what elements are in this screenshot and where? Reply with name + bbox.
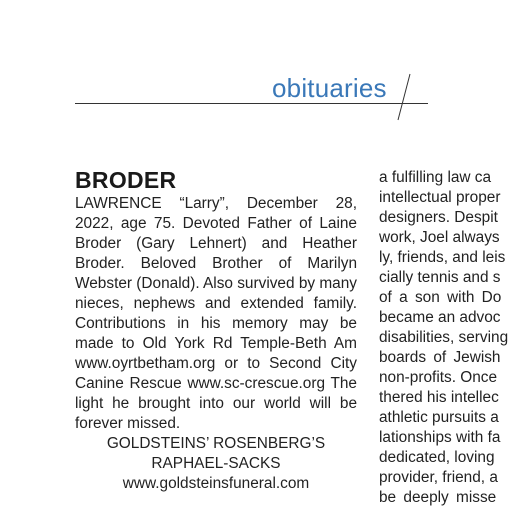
funeral-home-name-line-2: RAPHAEL-SACKS (151, 455, 281, 472)
section-title: obituaries (272, 73, 387, 103)
column-line: of a son with Do (379, 289, 502, 306)
obituary-body-text: LAWRENCE “Larry”, December 28, 2022, age 75. Devoted Father of Laine Broder (Gary Lehnert) and Heather Broder. Beloved Brother of Marilyn Webster (Donald). Also survived by many nieces, nephews and extended family. Contributions in his memory may be made to Old York Rd Temple-Beth Am www.oyrtbetham.org or to Second City Canine Rescue www.sc-crescue.org The light he brought into our world will be forever missed. (75, 195, 357, 432)
column-line: thered his intellec (379, 389, 499, 406)
column-line: cially tennis and s (379, 269, 501, 286)
funeral-home-credit (75, 434, 357, 494)
section-header (0, 0, 512, 130)
column-line: provider, friend, a (379, 469, 498, 486)
column-line: designers. Despit (379, 209, 498, 226)
column-line: be deeply misse (379, 489, 497, 506)
funeral-home-name-line-1: GOLDSTEINS’ ROSENBERG’S (106, 435, 326, 452)
column-line: a fulfilling law ca (379, 169, 492, 186)
header-slash-mark (398, 74, 410, 120)
column-line: boards of Jewish (379, 349, 501, 366)
obituary-entry (75, 166, 357, 494)
funeral-home-url: www.goldsteinsfuneral.com (122, 475, 310, 492)
column-line: lationships with fa (379, 429, 501, 446)
obituary-surname: BRODER (75, 167, 177, 193)
column-line: work, Joel always (379, 229, 500, 246)
adjacent-obituary-column (379, 168, 512, 512)
column-line: intellectual proper (379, 189, 501, 206)
column-line: athletic pursuits a (379, 409, 499, 426)
column-line: became an advoc (379, 309, 501, 326)
column-line: dedicated, loving (379, 449, 495, 466)
column-line: disabilities, serving (379, 329, 509, 346)
column-line: non-profits. Once (379, 369, 498, 386)
header-rule-graphic (0, 0, 512, 130)
column-line: ly, friends, and leis (379, 249, 506, 266)
